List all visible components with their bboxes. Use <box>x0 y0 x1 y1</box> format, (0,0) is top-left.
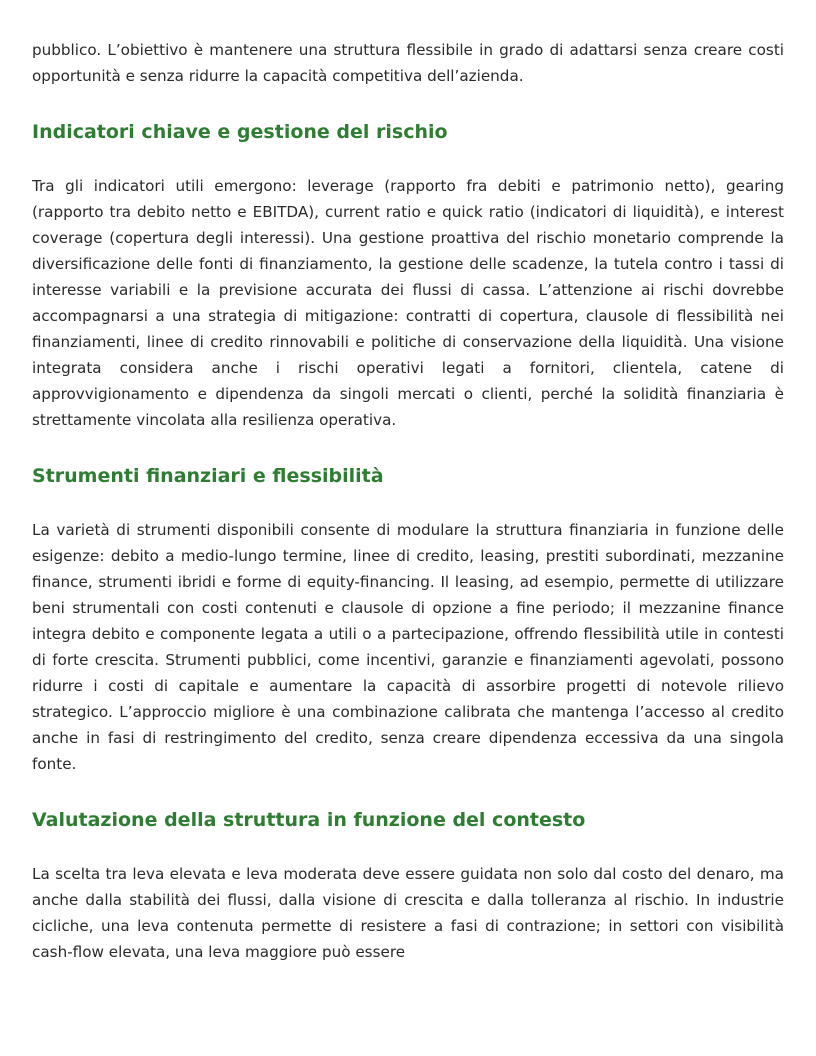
section-paragraph-strumenti: La varietà di strumenti disponibili consente di modulare la struttura finanziaria in funzione delle esigenze: debito a medio-lungo termine, linee di credito, leasing, prestiti subordinati, mezzanine finance, strumenti ibridi e forme di equity-financing. Il leasing, ad esempio, permette di utilizzare beni strumentali con costi contenuti e clausole di opzione a fine periodo; il mezzanine finance integra debito e componente legata a utili o a partecipazione, offrendo flessibilità utile in contesti di forte crescita. Strumenti pubblici, come incentivi, garanzie e finanziamenti agevolati, possono ridurre i costi di capitale e aumentare la capacità di assorbire progetti di notevole rilievo strategico. L’approccio migliore è una combinazione calibrata che mantenga l’accesso al credito anche in fasi di restringimento del credito, senza creare dipendenza eccessiva da una singola fonte. <box>32 521 784 773</box>
section-heading-valutazione: Valutazione della struttura in funzione del contesto <box>32 809 586 831</box>
document-page <box>32 37 784 965</box>
section-heading-indicatori: Indicatori chiave e gestione del rischio <box>32 121 448 143</box>
section-paragraph-indicatori: Tra gli indicatori utili emergono: leverage (rapporto fra debiti e patrimonio netto), gearing (rapporto tra debito netto e EBITDA), current ratio e quick ratio (indicatori di liquidità), e interest coverage (copertura degli interessi). Una gestione proattiva del rischio monetario comprende la diversificazione delle fonti di finanziamento, la gestione delle scadenze, la tutela contro i tassi di interesse variabili e la previsione accurata dei flussi di cassa. L’attenzione ai rischi dovrebbe accompagnarsi a una strategia di mitigazione: contratti di copertura, clausole di flessibilità nei finanziamenti, linee di credito rinnovabili e politiche di conservazione della liquidità. Una visione integrata considera anche i rischi operativi legati a fornitori, clientela, catene di approvvigionamento e dipendenza da singoli mercati o clienti, perché la solidità finanziaria è strettamente vincolata alla resilienza operativa. <box>32 177 784 429</box>
intro-paragraph: pubblico. L’obiettivo è mantenere una struttura flessibile in grado di adattarsi senza creare costi opportunità e senza ridurre la capacità competitiva dell’azienda. <box>32 41 784 85</box>
section-paragraph-valutazione: La scelta tra leva elevata e leva moderata deve essere guidata non solo dal costo del denaro, ma anche dalla stabilità dei flussi, dalla visione di crescita e dalla tolleranza al rischio. In industrie cicliche, una leva contenuta permette di resistere a fasi di contrazione; in settori con visibilità cash-flow elevata, una leva maggiore può essere <box>32 865 784 961</box>
section-heading-strumenti: Strumenti finanziari e flessibilità <box>32 465 384 487</box>
